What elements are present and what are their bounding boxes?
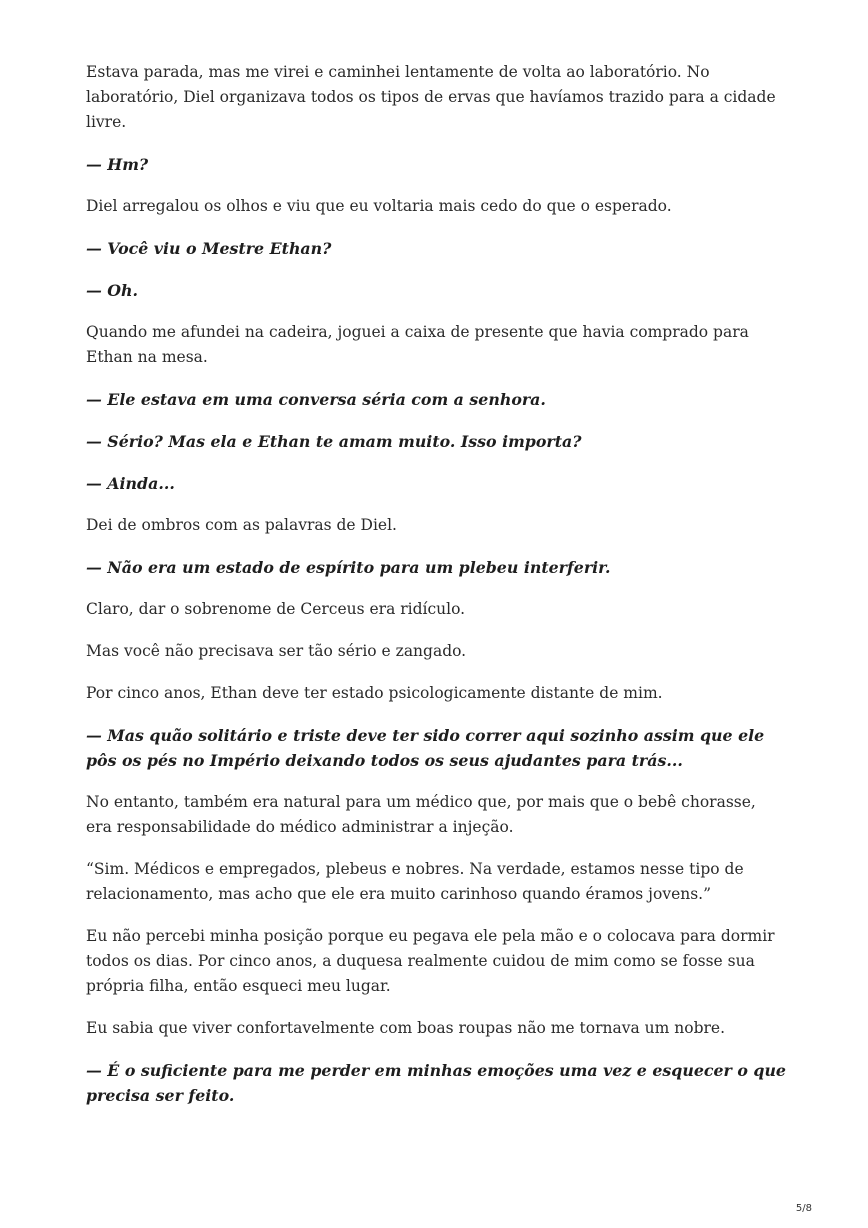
dialogue-line: — Hm?	[86, 155, 149, 174]
page-number: 5/8	[795, 1203, 812, 1214]
paragraph: Diel arregalou os olhos e viu que eu voltaria mais cedo do que o esperado.	[86, 197, 672, 215]
dialogue-line: — É o suficiente para me perder em minhas emoções uma vez e esquecer o que precisa ser feito.	[86, 1061, 786, 1105]
dialogue-line: — Você viu o Mestre Ethan?	[86, 239, 332, 258]
dialogue-line: — Ainda...	[86, 474, 175, 493]
paragraph: Claro, dar o sobrenome de Cerceus era ridículo.	[86, 600, 466, 618]
paragraph: Quando me afundei na cadeira, joguei a caixa de presente que havia comprado para Ethan na mesa.	[86, 323, 749, 366]
paragraph: Eu sabia que viver confortavelmente com boas roupas não me tornava um nobre.	[86, 1019, 725, 1037]
dialogue-line: — Oh.	[86, 281, 139, 300]
dialogue-line: — Mas quão solitário e triste deve ter sido correr aqui sozinho assim que ele pôs os pés no Império deixando todos os seus ajudantes para trás...	[86, 726, 765, 770]
paragraph: Por cinco anos, Ethan deve ter estado psicologicamente distante de mim.	[86, 684, 663, 702]
paragraph: Dei de ombros com as palavras de Diel.	[86, 516, 397, 534]
dialogue-line: — Ele estava em uma conversa séria com a senhora.	[86, 390, 546, 409]
dialogue-line: — Não era um estado de espírito para um plebeu interferir.	[86, 558, 611, 577]
paragraph: “Sim. Médicos e empregados, plebeus e nobres. Na verdade, estamos nesse tipo de relacionamento, mas acho que ele era muito carinhoso quando éramos jovens.”	[86, 860, 744, 903]
paragraph: Estava parada, mas me virei e caminhei lentamente de volta ao laboratório. No laboratório, Diel organizava todos os tipos de ervas que havíamos trazido para a cidade livre.	[86, 63, 776, 131]
document-body	[86, 60, 786, 1125]
paragraph: Mas você não precisava ser tão sério e zangado.	[86, 642, 467, 660]
paragraph: Eu não percebi minha posição porque eu pegava ele pela mão e o colocava para dormir todos os dias. Por cinco anos, a duquesa realmente cuidou de mim como se fosse sua própria filha, então esqueci meu lugar.	[86, 927, 775, 995]
dialogue-line: — Sério? Mas ela e Ethan te amam muito. Isso importa?	[86, 432, 582, 451]
paragraph: No entanto, também era natural para um médico que, por mais que o bebê chorasse, era responsabilidade do médico administrar a injeção.	[86, 793, 756, 836]
